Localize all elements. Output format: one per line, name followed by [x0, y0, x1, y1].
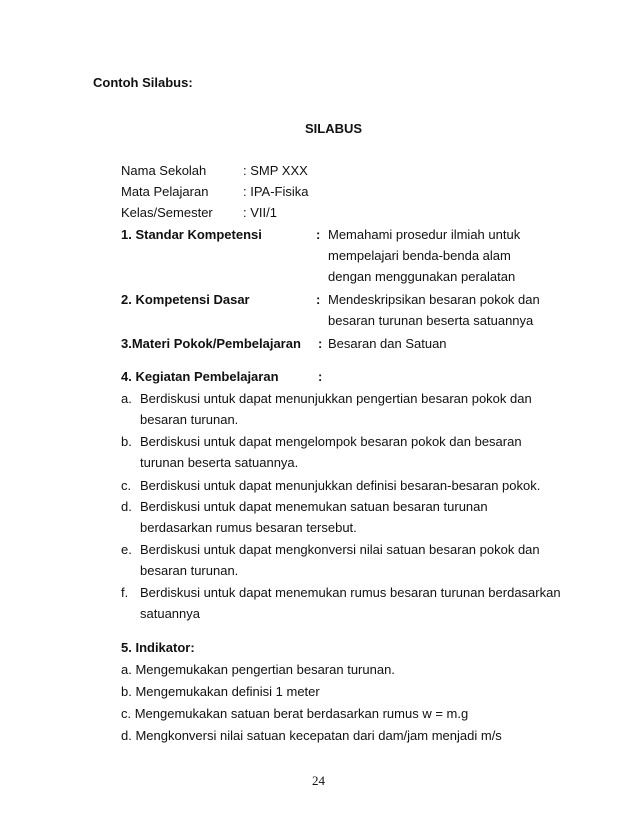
- kegiatan-item-prefix: d.: [121, 499, 132, 514]
- identity-value-school: : SMP XXX: [243, 163, 308, 178]
- materi-pokok-colon: :: [318, 336, 323, 351]
- document-title: SILABUS: [305, 121, 363, 136]
- kegiatan-item-line: Berdiskusi untuk dapat menemukan satuan besaran turunan: [140, 499, 488, 514]
- materi-pokok-value: Besaran dan Satuan: [328, 336, 447, 351]
- standar-kompetensi-line: Memahami prosedur ilmiah untuk: [328, 227, 521, 242]
- kegiatan-colon: :: [318, 369, 323, 384]
- standar-kompetensi-label: 1. Standar Kompetensi: [121, 227, 262, 242]
- kegiatan-label: 4. Kegiatan Pembelajaran: [121, 369, 279, 384]
- kegiatan-item-line: besaran turunan.: [140, 412, 239, 427]
- kegiatan-item-line: berdasarkan rumus besaran tersebut.: [140, 520, 357, 535]
- indikator-item: d. Mengkonversi nilai satuan kecepatan dari dam/jam menjadi m/s: [121, 728, 502, 743]
- kegiatan-item-prefix: b.: [121, 434, 132, 449]
- kegiatan-item-line: satuannya: [140, 606, 200, 621]
- kompetensi-dasar-colon: :: [316, 292, 321, 307]
- kegiatan-item-line: Berdiskusi untuk dapat menunjukkan pengertian besaran pokok dan: [140, 391, 532, 406]
- identity-label-school: Nama Sekolah: [121, 163, 207, 178]
- kegiatan-item-line: Berdiskusi untuk dapat menunjukkan definisi besaran-besaran pokok.: [140, 478, 541, 493]
- kegiatan-item-prefix: a.: [121, 391, 132, 406]
- kegiatan-item-line: Berdiskusi untuk dapat mengelompok besaran pokok dan besaran: [140, 434, 522, 449]
- indikator-item: b. Mengemukakan definisi 1 meter: [121, 684, 320, 699]
- kompetensi-dasar-line: besaran turunan beserta satuannya: [328, 313, 534, 328]
- identity-label-subject: Mata Pelajaran: [121, 184, 209, 199]
- kegiatan-item-prefix: c.: [121, 478, 132, 493]
- indikator-item: a. Mengemukakan pengertian besaran turunan.: [121, 662, 395, 677]
- kegiatan-item-line: turunan beserta satuannya.: [140, 455, 299, 470]
- indikator-item: c. Mengemukakan satuan berat berdasarkan rumus w = m.g: [121, 706, 469, 721]
- kompetensi-dasar-label: 2. Kompetensi Dasar: [121, 292, 250, 307]
- kegiatan-item-line: besaran turunan.: [140, 563, 239, 578]
- identity-value-subject: : IPA-Fisika: [243, 184, 309, 199]
- identity-label-class: Kelas/Semester: [121, 205, 213, 220]
- kegiatan-item-prefix: e.: [121, 542, 132, 557]
- standar-kompetensi-colon: :: [316, 227, 321, 242]
- materi-pokok-label: 3.Materi Pokok/Pembelajaran: [121, 336, 301, 351]
- standar-kompetensi-line: dengan menggunakan peralatan: [328, 269, 516, 284]
- kegiatan-item-prefix: f.: [121, 585, 129, 600]
- kegiatan-item-line: Berdiskusi untuk dapat mengkonversi nilai satuan besaran pokok dan: [140, 542, 540, 557]
- section-heading: Contoh Silabus:: [93, 75, 193, 90]
- standar-kompetensi-line: mempelajari benda-benda alam: [328, 248, 511, 263]
- page-number: 24: [312, 773, 325, 788]
- identity-value-class: : VII/1: [243, 205, 277, 220]
- indikator-label: 5. Indikator:: [121, 640, 195, 655]
- kegiatan-item-line: Berdiskusi untuk dapat menemukan rumus besaran turunan berdasarkan: [140, 585, 561, 600]
- kompetensi-dasar-line: Mendeskripsikan besaran pokok dan: [328, 292, 540, 307]
